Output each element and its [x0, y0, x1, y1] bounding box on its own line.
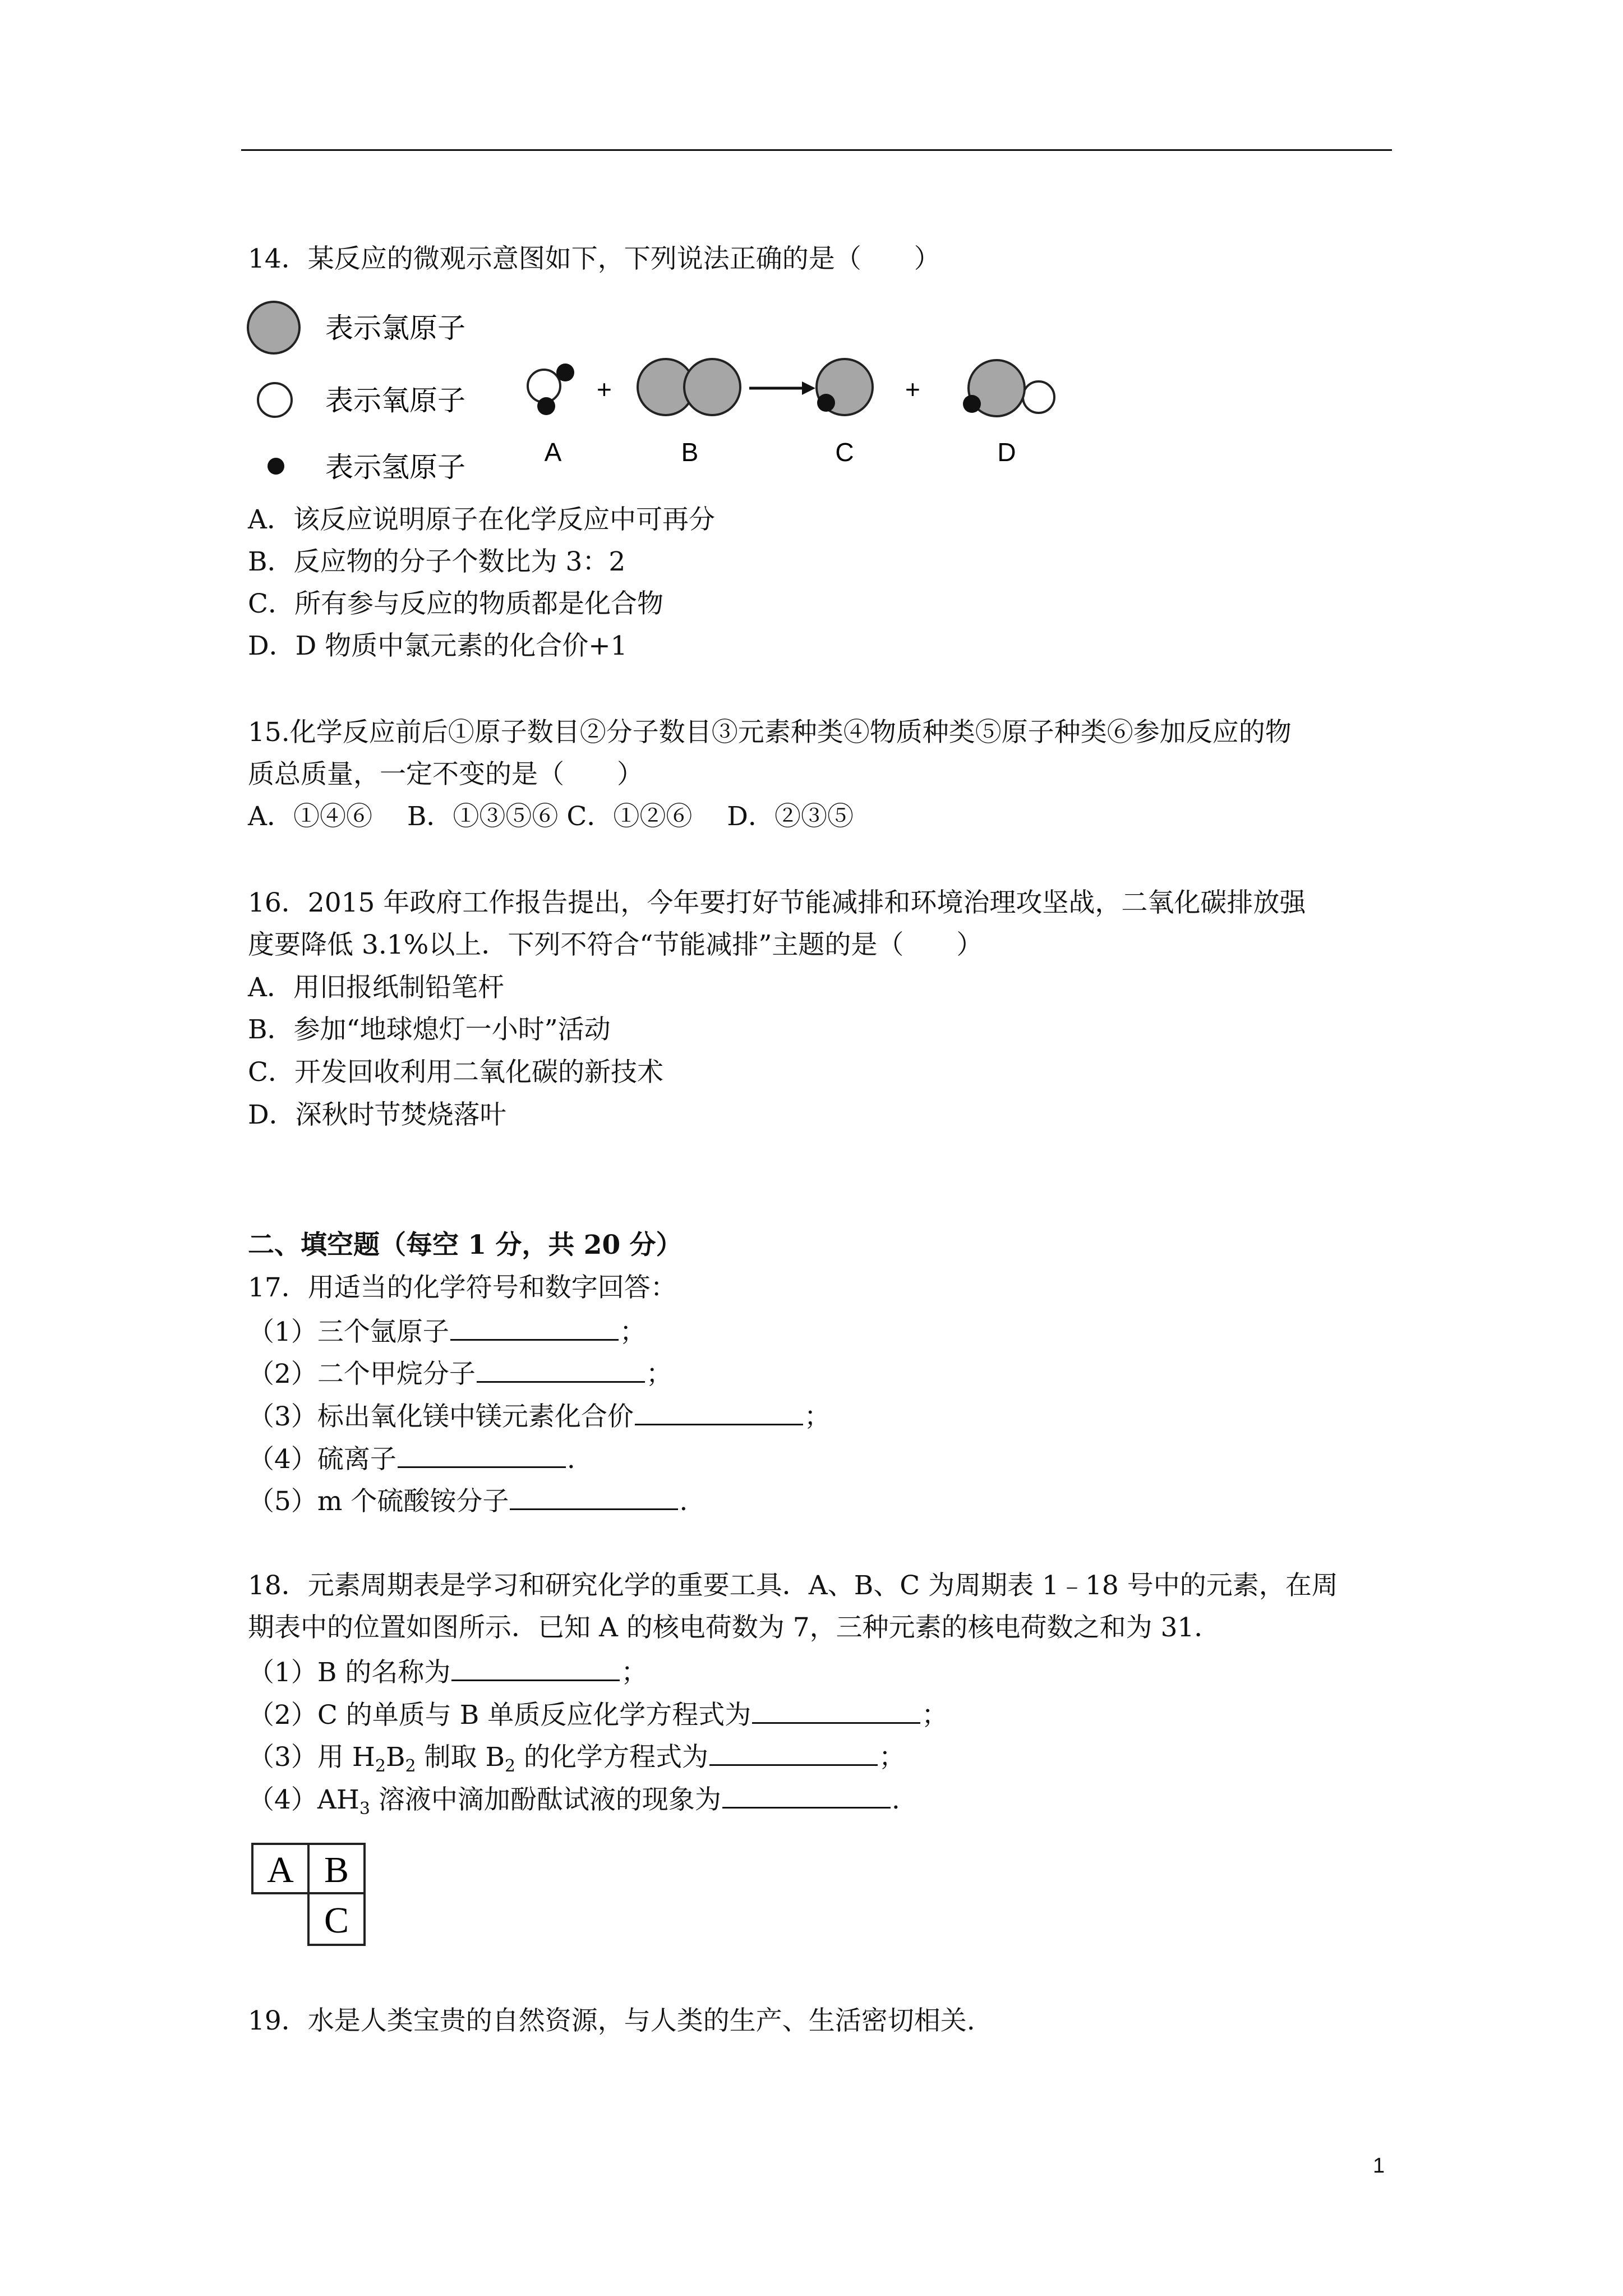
- plus-sign-2: +: [905, 375, 920, 404]
- oxygen-atom-legend-icon: [258, 383, 292, 417]
- chlorine-atom-legend-icon: [248, 302, 299, 353]
- label-c: C: [835, 438, 854, 467]
- plus-sign-1: +: [597, 375, 612, 404]
- answer-blank[interactable]: [635, 1398, 803, 1425]
- section-title: 二、填空题（每空 1 分，共 20 分）: [248, 1230, 683, 1260]
- q16-stem-line1: 16．2015 年政府工作报告提出，今年要打好节能减排和环境治理攻坚战，二氧化碳排放强: [248, 887, 1306, 918]
- cell-b: B: [324, 1849, 349, 1890]
- cell-c: C: [324, 1900, 349, 1941]
- page-number: 1: [1373, 2154, 1385, 2178]
- q17-stem: 17．用适当的化学符号和数字回答：: [248, 1272, 677, 1303]
- legend-oxygen: 表示氧原子: [325, 385, 465, 416]
- q14-option-a: A．该反应说明原子在化学反应中可再分: [248, 504, 715, 535]
- label-b: B: [681, 438, 699, 467]
- q17-item-1: （1）三个氩原子 ；: [248, 1313, 646, 1349]
- q18-stem-line1: 18．元素周期表是学习和研究化学的重要工具．A、B、C 为周期表 1﹣18 号中的元素，在周: [248, 1570, 1338, 1601]
- label-a: A: [544, 438, 562, 467]
- q17-item-3: （3）标出氧化镁中镁元素化合价 ；: [248, 1398, 831, 1434]
- answer-blank[interactable]: [450, 1313, 619, 1341]
- q17-item-5: （5）m 个硫酸铵分子 .: [248, 1483, 688, 1519]
- molecule-a: [528, 364, 574, 415]
- answer-blank[interactable]: [709, 1738, 878, 1766]
- q18-item-1: （1）B 的名称为 ；: [248, 1654, 647, 1690]
- answer-blank[interactable]: [451, 1654, 620, 1681]
- answer-blank[interactable]: [752, 1696, 920, 1724]
- q17-item-4: （4）硫离子 .: [248, 1441, 575, 1476]
- cell-a: A: [267, 1849, 294, 1890]
- legend-chlorine: 表示氯原子: [325, 312, 465, 344]
- legend-hydrogen: 表示氢原子: [325, 452, 465, 482]
- q16-option-d: D．深秋时节焚烧落叶: [248, 1099, 506, 1130]
- q17-item-2: （2）二个甲烷分子 ；: [248, 1355, 672, 1391]
- q14-option-c: C．所有参与反应的物质都是化合物: [248, 588, 663, 619]
- answer-blank[interactable]: [398, 1441, 566, 1468]
- answer-blank[interactable]: [510, 1483, 678, 1510]
- reaction-arrow-icon: [749, 381, 815, 395]
- q16-option-b: B．参加“地球熄灯一小时”活动: [248, 1014, 611, 1045]
- q14-option-b: B．反应物的分子个数比为 3：2: [248, 546, 626, 577]
- molecule-c: [817, 359, 873, 415]
- periodic-table-fragment: [251, 1843, 369, 1947]
- q15-stem-line1: 15.化学反应前后①原子数目②分子数目③元素种类④物质种类⑤原子种类⑥参加反应的物: [248, 717, 1292, 748]
- q15-stem-line2: 质总质量，一定不变的是（ ）: [248, 759, 643, 790]
- q18-item-4: $(4)AH_3$ 溶液中滴加酚酞试液的现象为 .: [248, 1781, 900, 1826]
- q18-item-3: （3）用 $H_2B_2$ 制取 $B_2$ 的化学方程式为 ；: [248, 1738, 905, 1783]
- q16-stem-line2: 度要降低 3.1%以上．下列不符合“节能减排”主题的是（ ）: [248, 930, 983, 960]
- answer-blank[interactable]: [722, 1781, 891, 1809]
- q18-stem-line2: 期表中的位置如图所示．已知 A 的核电荷数为 7，三种元素的核电荷数之和为 31．: [248, 1612, 1221, 1643]
- q18-item-2: （2）C 的单质与 B 单质反应化学方程式为 ；: [248, 1696, 948, 1732]
- hydrogen-atom-legend-icon: [268, 458, 284, 475]
- q15-options: A．①④⑥ B．①③⑤⑥ C．①②⑥ D．②③⑤: [248, 801, 854, 832]
- q16-option-c: C．开发回收利用二氧化碳的新技术: [248, 1057, 663, 1088]
- q19-stem: 19．水是人类宝贵的自然资源，与人类的生产、生活密切相关.: [248, 2005, 975, 2036]
- reaction-diagram: [247, 292, 1066, 482]
- molecule-d: [963, 360, 1054, 416]
- molecule-b: [638, 359, 740, 415]
- header-rule: [241, 149, 1392, 151]
- q14-stem: 14．某反应的微观示意图如下，下列说法正确的是（ ）: [248, 243, 940, 274]
- label-d: D: [997, 438, 1016, 467]
- answer-blank[interactable]: [477, 1355, 645, 1383]
- q16-option-a: A．用旧报纸制铅笔杆: [248, 972, 504, 1003]
- q14-option-d: D．D 物质中氯元素的化合价+1: [248, 631, 628, 661]
